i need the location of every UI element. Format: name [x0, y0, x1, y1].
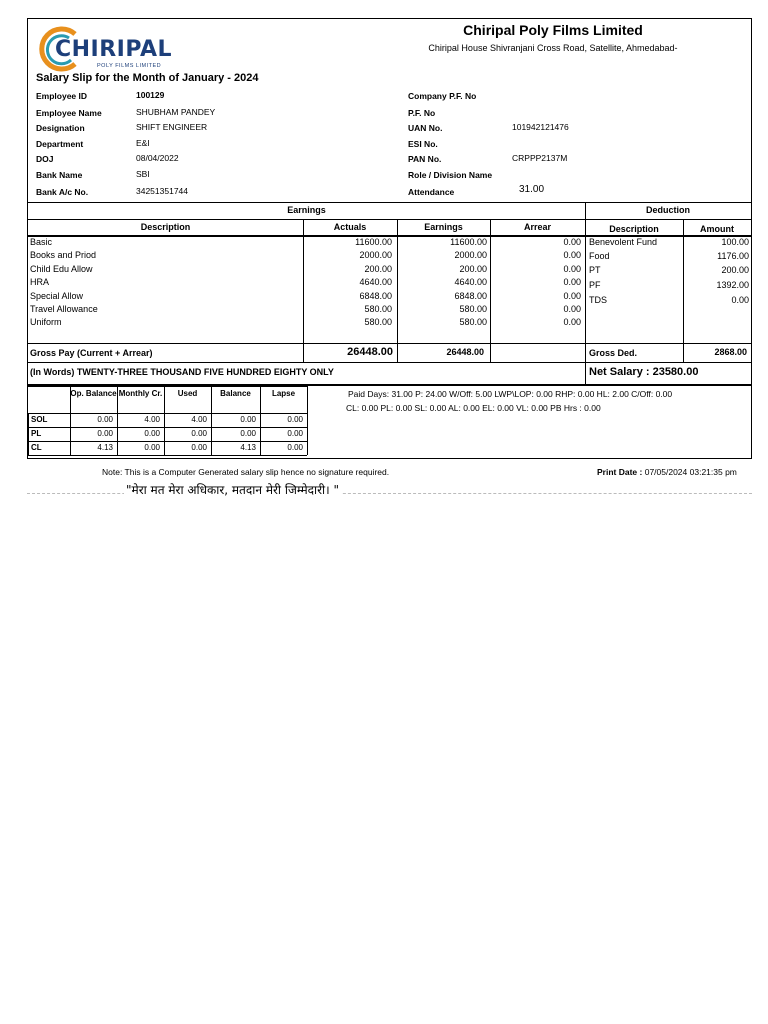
earning-description: HRA [30, 277, 50, 288]
leave-value: 4.00 [191, 415, 207, 424]
deduction-description: PT [589, 265, 601, 275]
leave-table [28, 386, 307, 459]
company-field-label: Attendance [408, 187, 455, 197]
gross-pay-label: Gross Pay (Current + Arrear) [30, 348, 153, 358]
earning-amount: 580.00 [459, 304, 487, 314]
computer-generated-note: Note: This is a Computer Generated salary slip hence no signature required. [102, 467, 390, 477]
deduction-amount: 0.00 [731, 295, 749, 305]
employee-field-label: Employee ID [36, 91, 88, 101]
deduction-amount: 1392.00 [716, 280, 749, 290]
employee-field-label: DOJ [36, 154, 54, 164]
earning-amount: 4640.00 [454, 277, 487, 288]
earning-description: Basic [30, 237, 53, 247]
earning-amount: 580.00 [459, 317, 487, 328]
deduction-col-description: Description [609, 224, 659, 234]
employee-field-label: Employee Name [36, 108, 102, 118]
employee-field-value: SHUBHAM PANDEY [136, 107, 216, 117]
leave-col-header: Op. Balance [70, 389, 117, 398]
employee-field-value: SBI [136, 169, 150, 179]
employee-field-label: Bank Name [36, 170, 83, 180]
leave-type: PL [31, 429, 42, 438]
earning-arrear: 0.00 [563, 277, 581, 288]
leave-type: CL [31, 443, 42, 452]
leave-value: 0.00 [144, 429, 160, 438]
deduction-header: Deduction [646, 205, 690, 215]
voting-slogan: "मेरा मत मेरा अधिकार, मतदान मेरी जिम्मेदारी। " [126, 483, 340, 497]
earnings-col-earnings: Earnings [424, 222, 463, 232]
company-logo [35, 24, 173, 74]
deduction-amount: 100.00 [721, 237, 749, 247]
print-date-label: Print Date : [597, 467, 643, 477]
company-field-label: Role / Division Name [408, 170, 493, 180]
earnings-header: Earnings [287, 205, 326, 215]
company-field-label: Company P.F. No [408, 91, 477, 101]
earning-amount: 11600.00 [450, 237, 487, 247]
earning-amount: 2000.00 [454, 250, 487, 261]
leave-value: 0.00 [287, 443, 303, 452]
leave-type: SOL [31, 415, 48, 424]
earning-arrear: 0.00 [563, 290, 581, 301]
company-field-label: UAN No. [408, 123, 443, 133]
employee-field-value: E&I [136, 138, 150, 148]
salary-slip [27, 18, 752, 459]
earnings-col-description: Description [140, 222, 191, 232]
deduction-description: Benevolent Fund [589, 237, 658, 247]
earning-actual: 580.00 [364, 317, 392, 328]
gross-ded-value: 2868.00 [714, 347, 747, 357]
earning-amount: 6848.00 [454, 290, 487, 301]
earning-actual: 2000.00 [359, 250, 392, 261]
company-field-value: CRPPP2137M [512, 153, 568, 163]
earning-actual: 4640.00 [359, 277, 392, 288]
earning-description: Child Edu Allow [30, 263, 93, 274]
leave-value: 0.00 [240, 429, 256, 438]
earning-arrear: 0.00 [563, 237, 581, 247]
deduction-col-amount: Amount [700, 224, 734, 234]
leave-value: 0.00 [191, 429, 207, 438]
logo-text: CHIRIPAL [55, 37, 173, 62]
employee-field-label: Bank A/c No. [36, 187, 89, 197]
gross-pay-earnings: 26448.00 [446, 347, 484, 357]
earning-description: Uniform [30, 317, 62, 328]
leave-value: 0.00 [97, 429, 113, 438]
company-field-value: 31.00 [519, 184, 545, 195]
leave-value: 4.13 [97, 443, 113, 452]
company-name: Chiripal Poly Films Limited [463, 22, 643, 38]
leave-col-header: Used [177, 389, 198, 398]
earning-arrear: 0.00 [563, 250, 581, 261]
earning-actual: 200.00 [364, 263, 392, 274]
paid-days-line-1: Paid Days: 31.00 P: 24.00 W/Off: 5.00 LWP\LOP: 0.00 RHP: 0.00 HL: 2.00 C/Off: 0.00 [348, 389, 673, 399]
print-date-value: 07/05/2024 03:21:35 pm [644, 467, 737, 477]
employee-field-value: SHIFT ENGINEER [136, 122, 208, 132]
company-field-value: 101942121476 [512, 122, 569, 132]
gross-ded-label: Gross Ded. [589, 348, 638, 358]
leave-col-header: Lapse [271, 389, 296, 398]
deduction-amount: 1176.00 [717, 251, 749, 261]
earning-amount: 200.00 [459, 263, 487, 274]
earning-description: Books and Priod [30, 250, 97, 261]
leave-value: 0.00 [287, 429, 303, 438]
deduction-description: Food [589, 251, 610, 261]
leave-value: 0.00 [144, 443, 160, 452]
leave-value: 0.00 [97, 415, 113, 424]
employee-field-value: 100129 [136, 90, 165, 100]
gross-pay-actual: 26448.00 [347, 346, 393, 358]
leave-col-header: Balance [220, 389, 251, 398]
amount-in-words: (In Words) TWENTY-THREE THOUSAND FIVE HUNDRED EIGHTY ONLY [30, 367, 334, 377]
leave-value: 0.00 [287, 415, 303, 424]
earning-arrear: 0.00 [563, 304, 581, 314]
employee-field-value: 08/04/2022 [136, 153, 179, 163]
leave-value: 4.13 [240, 443, 256, 452]
earning-description: Travel Allowance [30, 304, 98, 314]
leave-table-rule [28, 455, 307, 456]
leave-value: 0.00 [240, 415, 256, 424]
deduction-amount: 200.00 [721, 265, 749, 275]
paid-days-line-2: CL: 0.00 PL: 0.00 SL: 0.00 AL: 0.00 EL: 0.00 VL: 0.00 PB Hrs : 0.00 [346, 403, 601, 413]
earning-arrear: 0.00 [563, 263, 581, 274]
earning-arrear: 0.00 [563, 317, 581, 328]
leave-table-rule [307, 386, 308, 455]
earning-actual: 580.00 [364, 304, 392, 314]
employee-field-label: Department [36, 139, 84, 149]
slip-title: Salary Slip for the Month of January - 2024 [36, 72, 259, 84]
earnings-col-arrear: Arrear [523, 222, 552, 232]
company-field-label: P.F. No [408, 108, 436, 118]
leave-value: 0.00 [191, 443, 207, 452]
leave-col-header: Monthly Cr. [118, 389, 163, 398]
employee-field-value: 34251351744 [136, 186, 189, 196]
earning-actual: 11600.00 [355, 237, 392, 247]
earning-description: Special Allow [30, 290, 84, 301]
leave-value: 4.00 [144, 415, 160, 424]
net-salary: Net Salary : 23580.00 [589, 366, 699, 378]
company-address: Chiripal House Shivranjani Cross Road, Satellite, Ahmedabad- [428, 43, 678, 53]
deduction-description: PF [589, 280, 601, 290]
deduction-description: TDS [589, 295, 607, 305]
company-field-label: PAN No. [408, 154, 442, 164]
leave-table-rule [28, 413, 29, 455]
earning-actual: 6848.00 [359, 290, 392, 301]
company-field-label: ESI No. [408, 139, 438, 149]
employee-field-label: Designation [36, 123, 85, 133]
earnings-col-actuals: Actuals [333, 222, 367, 232]
logo-subtext: POLY FILMS LIMITED [97, 63, 162, 69]
